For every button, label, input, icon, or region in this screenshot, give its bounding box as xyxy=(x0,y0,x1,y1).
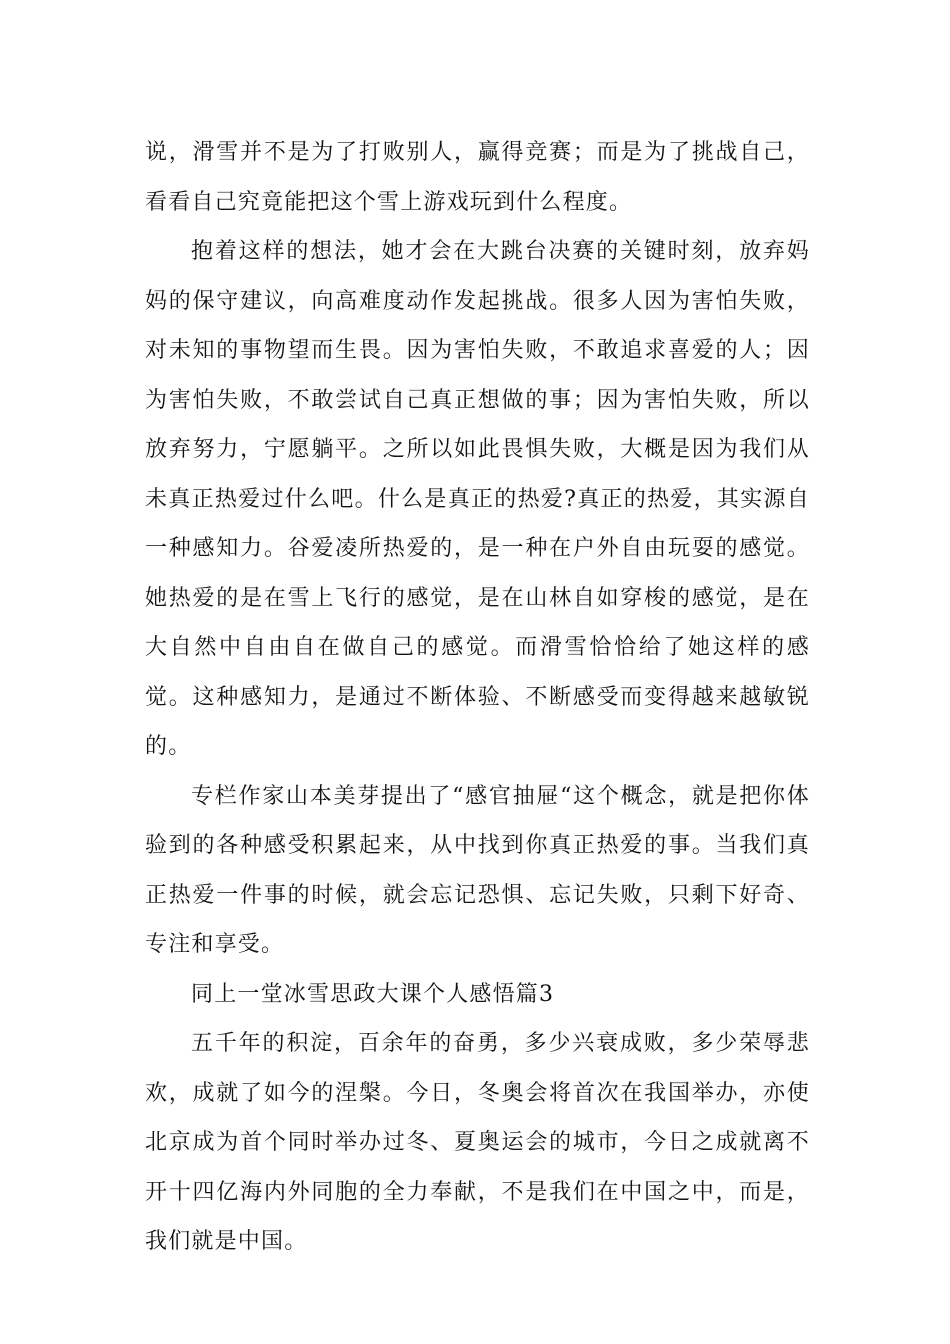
paragraph-5: 五千年的积淀，百余年的奋勇，多少兴衰成败，多少荣辱悲欢，成就了如今的涅槃。今日，冬奥会将首次在我国举办，亦使北京成为首个同时举办过冬、夏奥运会的城市，今日之成就离不开十四亿海内外同胞的全力奉献，不是我们在中国之中，而是，我们就是中国。 xyxy=(145,1031,810,1254)
paragraph-2: 抱着这样的想法，她才会在大跳台决赛的关键时刻，放弃妈妈的保守建议，向高难度动作发起挑战。很多人因为害怕失败，对未知的事物望而生畏。因为害怕失败，不敢追求喜爱的人；因为害怕失败，不敢尝试自己真正想做的事；因为害怕失败，所以放弃努力，宁愿躺平。之所以如此畏惧失败，大概是因为我们从未真正热爱过什么吧。什么是真正的热爱?真正的热爱，其实源自一种感知力。谷爱凌所热爱的，是一种在户外自由玩耍的感觉。她热爱的是在雪上飞行的感觉，是在山林自如穿梭的感觉，是在大自然中自由自在做自己的感觉。而滑雪恰恰给了她这样的感觉。这种感知力，是通过不断体验、不断感受而变得越来越敏锐的。 xyxy=(145,239,810,759)
section-heading: 同上一堂冰雪思政大课个人感悟篇3 xyxy=(191,981,555,1007)
paragraph-1: 说，滑雪并不是为了打败别人，赢得竞赛；而是为了挑战自己，看看自己究竟能把这个雪上游戏玩到什么程度。 xyxy=(145,140,810,215)
paragraph-3: 专栏作家山本美芽提出了“感官抽屉“这个概念，就是把你体验到的各种感受积累起来，从中找到你真正热爱的事。当我们真正热爱一件事的时候，就会忘记恐惧、忘记失败，只剩下好奇、专注和享受。 xyxy=(145,783,810,957)
document-body xyxy=(145,128,810,1267)
